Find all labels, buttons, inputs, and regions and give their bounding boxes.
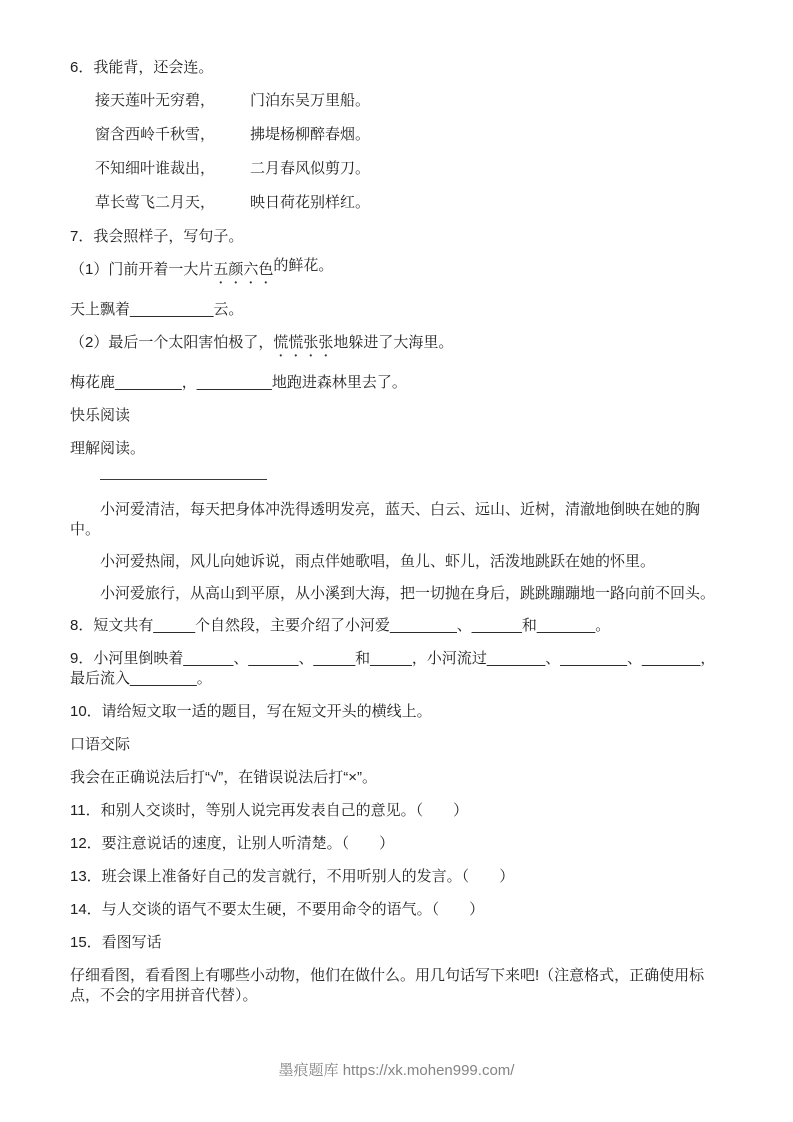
item-2-suffix: 地躲进了大海里。	[333, 334, 454, 351]
item-2-prefix: （2）最后一个太阳害怕极了，	[70, 334, 274, 351]
question-15-title: 15．看图写话	[70, 934, 162, 951]
question-7-item-2-answer-blank: 梅花鹿________，_________地跑进森林里去了。	[70, 374, 407, 391]
question-14: 14．与人交谈的语气不要太生硬，不要用命令的语气。（ ）	[70, 901, 485, 918]
question-8: 8．短文共有_____个自然段，主要介绍了小河爱________、______和_______。	[70, 617, 611, 634]
footer-source-text: 墨痕题库 https://xk.mohen999.com/	[278, 1062, 515, 1079]
poem-left-line: 接天莲叶无穷碧，	[95, 92, 216, 109]
poem-match-row	[95, 193, 723, 213]
poem-right-line: 二月春风似剪刀。	[250, 160, 371, 177]
poem-left-line: 不知细叶谁裁出，	[95, 160, 216, 177]
question-7-title: 7．我会照样子，写句子。	[70, 228, 244, 245]
poem-match-row	[95, 91, 723, 111]
oral-communication-instruction: 我会在正确说法后打“√”，在错误说法后打“×”。	[70, 769, 377, 786]
poem-right-line: 拂堤杨柳醉春烟。	[250, 126, 371, 143]
reading-passage	[70, 500, 723, 604]
question-15-instruction: 仔细看图，看看图上有哪些小动物，他们在做什么。用几句话写下来吧!（注意格式，正确使用标点，不会的字用拼音代替）。	[70, 967, 705, 1004]
poem-right-line: 门泊东吴万里船。	[250, 92, 371, 109]
question-7-item-1-answer-blank: 天上飘着__________云。	[70, 301, 244, 318]
poem-left-line: 窗含西岭千秋雪，	[95, 126, 216, 143]
poem-match-row	[95, 159, 723, 179]
passage-paragraph: 小河爱热闹，风儿向她诉说，雨点伴她歌唱，鱼儿、虾儿，活泼地跳跃在她的怀里。	[100, 553, 656, 570]
section-happy-reading: 快乐阅读	[70, 407, 131, 424]
item-1-emphasized-words: 五颜六色	[213, 261, 274, 278]
item-2-emphasized-words: 慌慌张张	[273, 334, 334, 351]
poem-left-line: 草长莺飞二月天，	[95, 194, 216, 211]
question-10: 10．请给短文取一适的题目，写在短文开头的横线上。	[70, 703, 432, 720]
poem-matching-block	[70, 91, 723, 213]
question-12: 12．要注意说话的速度，让别人听清楚。（ ）	[70, 835, 395, 852]
poem-right-line: 映日荷花别样红。	[250, 194, 371, 211]
item-1-prefix: （1）门前开着一大片	[70, 261, 214, 278]
question-6-title: 6．我能背，还会连。	[70, 59, 214, 76]
section-reading-comprehension: 理解阅读。	[70, 440, 146, 457]
passage-title-blank-line	[100, 479, 267, 480]
question-11: 11．和别人交谈时，等别人说完再发表自己的意见。（ ）	[70, 802, 469, 819]
question-13: 13．班会课上准备好自己的发言就行，不用听别人的发言。（ ）	[70, 868, 515, 885]
question-7-item-2	[70, 333, 723, 360]
passage-paragraph: 小河爱旅行，从高山到平原，从小溪到大海，把一切抛在身后，跳跳蹦蹦地一路向前不回头。	[100, 585, 716, 602]
page-footer	[0, 1059, 793, 1080]
poem-match-row	[95, 125, 723, 145]
question-9: 9．小河里倒映着______、______、_____和_____，小河流过_______、________、_______，最后流入________。	[70, 650, 716, 687]
question-7-item-1	[70, 257, 723, 287]
item-1-suffix: 的鲜花。	[273, 257, 334, 274]
section-oral-communication: 口语交际	[70, 736, 131, 753]
passage-paragraph: 小河爱清洁，每天把身体冲洗得透明发亮，蓝天、白云、远山、近树，清澈地倒映在她的胸中。	[70, 501, 701, 538]
